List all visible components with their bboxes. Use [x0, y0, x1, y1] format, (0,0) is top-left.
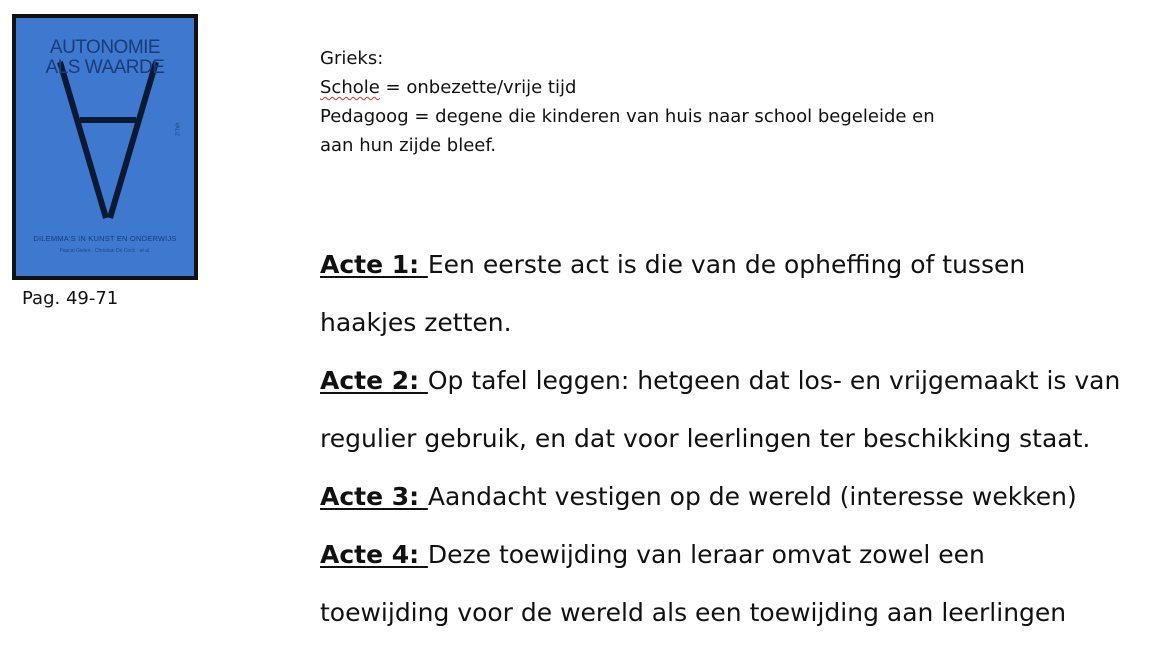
note-line-1: Grieks:: [320, 48, 384, 69]
act-1-line-1: [320, 236, 1140, 294]
book-cover-front: [16, 18, 194, 276]
act-3-text: Aandacht vestigen op de wereld (interesse wekken): [427, 482, 1077, 511]
note-line-3: Pedagoog = degene die kinderen van huis naar school begeleide en: [320, 106, 935, 127]
act-1-text: Een eerste act is die van de opheffing of tussen: [427, 250, 1026, 279]
book-title-line-2: ALS WAARDE: [45, 57, 165, 78]
greek-note: [320, 44, 1020, 160]
act-2-text: Op tafel leggen: hetgeen dat los- en vrijgemaakt is van: [427, 366, 1121, 395]
act-2-line-2: regulier gebruik, en dat voor leerlingen ter beschikking staat.: [320, 424, 1091, 453]
act-3-label: Acte 3:: [320, 482, 428, 511]
book-subtitle: DILEMMA'S IN KUNST EN ONDERWIJS: [33, 234, 177, 243]
act-2-label: Acte 2:: [320, 366, 428, 395]
note-line-4: aan hun zijde bleef.: [320, 135, 497, 156]
act-4-label: Acte 4:: [320, 540, 428, 569]
act-3-line-1: [320, 468, 1140, 526]
act-1-line-2: haakjes zetten.: [320, 308, 512, 337]
note-line-2: [320, 73, 1020, 102]
act-4-text: Deze toewijding van leraar omvat zowel een: [427, 540, 985, 569]
book-authors: Pascal Gielen · Christian De Cock · et al.: [59, 248, 151, 254]
acts-list: [320, 236, 1140, 642]
spellcheck-word: Schole: [320, 77, 380, 98]
act-2-line-1: [320, 352, 1140, 410]
book-cover-image: [12, 14, 198, 280]
page-reference: Pag. 49-71: [22, 288, 119, 309]
note-line-2-rest: = onbezette/vrije tijd: [379, 77, 577, 98]
book-publisher: VALIZ: [174, 122, 180, 136]
book-title-line-1: AUTONOMIE: [49, 37, 161, 58]
act-1-label: Acte 1:: [320, 250, 428, 279]
act-4-line-2: toewijding voor de wereld als een toewijding aan leerlingen: [320, 598, 1067, 627]
act-4-line-1: [320, 526, 1140, 584]
